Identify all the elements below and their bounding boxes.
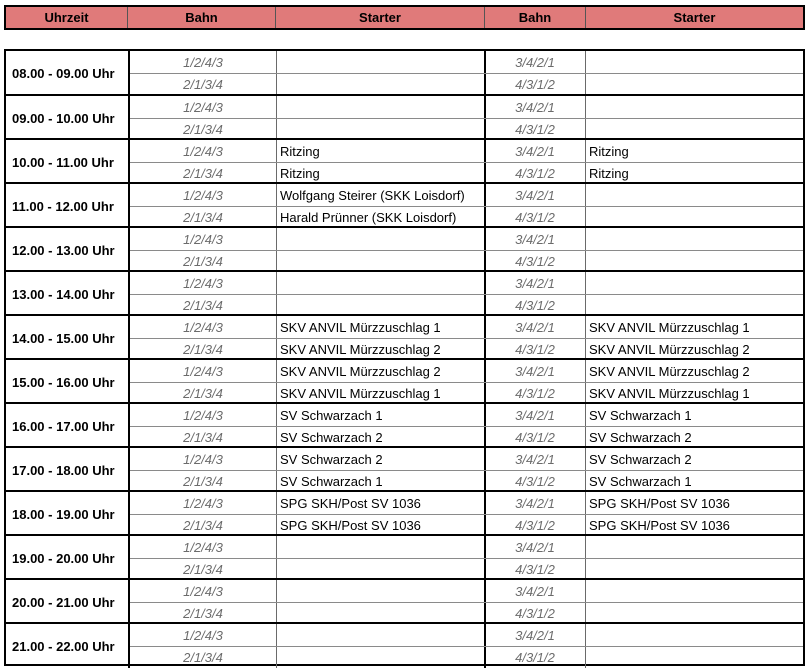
time-slot-label: 09.00 - 10.00 Uhr <box>6 96 130 140</box>
bahn-cell: 3/4/2/1 <box>515 143 555 159</box>
bahn-cell: 4/3/1/2 <box>515 210 555 225</box>
bahn-cell: 4/3/1/2 <box>515 166 555 181</box>
bahn-cell: 2/1/3/4 <box>183 474 223 489</box>
bahn-cell: 4/3/1/2 <box>515 77 555 92</box>
starter-cell <box>276 272 485 294</box>
starter-cell: SPG SKH/Post SV 1036 <box>280 495 421 511</box>
table-row <box>130 624 803 646</box>
bahn-cell: 2/1/3/4 <box>183 386 223 401</box>
bahn-cell: 4/3/1/2 <box>515 122 555 137</box>
bahn-cell: 3/4/2/1 <box>515 231 555 247</box>
table-row <box>130 514 803 536</box>
starter-cell <box>585 184 803 206</box>
starter-cell: SV Schwarzach 2 <box>280 430 383 445</box>
bahn-cell: 2/1/3/4 <box>183 298 223 313</box>
table-row <box>130 580 803 602</box>
bahn-cell: 2/1/3/4 <box>183 122 223 137</box>
table-row <box>130 536 803 558</box>
starter-cell: SV Schwarzach 1 <box>280 474 383 489</box>
table-header <box>4 5 805 30</box>
bahn-cell: 3/4/2/1 <box>515 627 555 643</box>
starter-cell <box>585 559 803 580</box>
starter-cell <box>276 624 485 646</box>
time-slot-label: 21.00 - 22.00 Uhr <box>6 624 130 668</box>
bahn-cell: 3/4/2/1 <box>515 363 555 379</box>
starter-cell <box>585 580 803 602</box>
starter-cell <box>585 295 803 316</box>
bahn-cell: 3/4/2/1 <box>515 99 555 115</box>
header-bahn-1: Bahn <box>185 10 218 25</box>
time-slot <box>6 138 803 184</box>
bahn-cell: 3/4/2/1 <box>515 539 555 555</box>
bahn-cell: 4/3/1/2 <box>515 518 555 533</box>
table-row <box>130 206 803 228</box>
starter-cell: SKV ANVIL Mürzzuschlag 2 <box>280 342 441 357</box>
time-slot-label: 10.00 - 11.00 Uhr <box>6 140 130 184</box>
bahn-cell: 4/3/1/2 <box>515 474 555 489</box>
starter-cell <box>276 647 485 668</box>
bahn-cell: 2/1/3/4 <box>183 650 223 665</box>
starter-cell: SPG SKH/Post SV 1036 <box>280 518 421 533</box>
starter-cell <box>276 295 485 316</box>
starter-cell <box>276 96 485 118</box>
bahn-cell: 4/3/1/2 <box>515 650 555 665</box>
table-row <box>130 162 803 184</box>
bahn-cell: 1/2/4/3 <box>183 407 223 423</box>
starter-cell <box>585 647 803 668</box>
bahn-cell: 2/1/3/4 <box>183 342 223 357</box>
bahn-cell: 1/2/4/3 <box>183 143 223 159</box>
starter-cell <box>276 119 485 140</box>
starter-cell: SPG SKH/Post SV 1036 <box>589 518 730 533</box>
starter-cell <box>585 603 803 624</box>
bahn-cell: 2/1/3/4 <box>183 562 223 577</box>
starter-cell <box>276 74 485 95</box>
starter-cell <box>585 624 803 646</box>
table-row <box>130 250 803 272</box>
starter-cell <box>276 251 485 272</box>
header-uhrzeit: Uhrzeit <box>44 10 89 25</box>
bahn-cell: 1/2/4/3 <box>183 539 223 555</box>
starter-cell: SKV ANVIL Mürzzuschlag 1 <box>280 319 441 335</box>
starter-cell <box>585 228 803 250</box>
bahn-cell: 4/3/1/2 <box>515 298 555 313</box>
time-slot <box>6 534 803 580</box>
bahn-cell: 2/1/3/4 <box>183 430 223 445</box>
bahn-cell: 1/2/4/3 <box>183 583 223 599</box>
table-row <box>130 404 803 426</box>
bahn-cell: 4/3/1/2 <box>515 606 555 621</box>
bahn-cell: 1/2/4/3 <box>183 451 223 467</box>
starter-cell: SKV ANVIL Mürzzuschlag 1 <box>280 386 441 401</box>
bahn-cell: 1/2/4/3 <box>183 627 223 643</box>
time-slot <box>6 182 803 228</box>
bahn-cell: 3/4/2/1 <box>515 451 555 467</box>
table-row <box>130 558 803 580</box>
table-row <box>130 73 803 95</box>
starter-cell <box>585 207 803 228</box>
bahn-cell: 1/2/4/3 <box>183 363 223 379</box>
table-row <box>130 96 803 118</box>
bahn-cell: 4/3/1/2 <box>515 254 555 269</box>
bahn-cell: 1/2/4/3 <box>183 275 223 291</box>
starter-cell: SKV ANVIL Mürzzuschlag 2 <box>589 363 750 379</box>
starter-cell: SKV ANVIL Mürzzuschlag 2 <box>589 342 750 357</box>
bahn-cell: 3/4/2/1 <box>515 187 555 203</box>
starter-cell <box>276 559 485 580</box>
time-slot <box>6 358 803 404</box>
table-row <box>130 426 803 448</box>
starter-cell: Harald Prünner (SKK Loisdorf) <box>280 210 457 225</box>
starter-cell: SV Schwarzach 2 <box>280 451 383 467</box>
starter-cell <box>276 228 485 250</box>
table-row <box>130 360 803 382</box>
time-slot-label: 14.00 - 15.00 Uhr <box>6 316 130 360</box>
table-row <box>130 492 803 514</box>
starter-cell: SPG SKH/Post SV 1036 <box>589 495 730 511</box>
schedule-table <box>4 49 805 666</box>
starter-cell <box>585 119 803 140</box>
bahn-cell: 1/2/4/3 <box>183 495 223 511</box>
table-row <box>130 316 803 338</box>
starter-cell: Ritzing <box>280 143 320 159</box>
time-slot <box>6 490 803 536</box>
starter-cell: SKV ANVIL Mürzzuschlag 1 <box>589 319 750 335</box>
table-row <box>130 294 803 316</box>
bahn-cell: 4/3/1/2 <box>515 430 555 445</box>
bahn-cell: 2/1/3/4 <box>183 518 223 533</box>
starter-cell: Ritzing <box>280 166 320 181</box>
time-slot-label: 19.00 - 20.00 Uhr <box>6 536 130 580</box>
time-slot-label: 15.00 - 16.00 Uhr <box>6 360 130 404</box>
table-row <box>130 140 803 162</box>
time-slot-label: 12.00 - 13.00 Uhr <box>6 228 130 272</box>
starter-cell <box>585 96 803 118</box>
table-row <box>130 470 803 492</box>
bahn-cell: 2/1/3/4 <box>183 606 223 621</box>
time-slot <box>6 622 803 668</box>
table-row <box>130 118 803 140</box>
table-row <box>130 338 803 360</box>
table-row <box>130 51 803 73</box>
table-row <box>130 184 803 206</box>
starter-cell <box>585 272 803 294</box>
starter-cell <box>585 51 803 73</box>
bahn-cell: 2/1/3/4 <box>183 166 223 181</box>
starter-cell <box>585 251 803 272</box>
bahn-cell: 1/2/4/3 <box>183 187 223 203</box>
time-slot-label: 11.00 - 12.00 Uhr <box>6 184 130 228</box>
bahn-cell: 4/3/1/2 <box>515 562 555 577</box>
starter-cell <box>276 580 485 602</box>
table-row <box>130 272 803 294</box>
time-slot <box>6 51 803 95</box>
bahn-cell: 4/3/1/2 <box>515 386 555 401</box>
header-bahn-2: Bahn <box>518 10 552 25</box>
bahn-cell: 2/1/3/4 <box>183 254 223 269</box>
starter-cell <box>585 536 803 558</box>
header-starter-1: Starter <box>359 10 401 25</box>
starter-cell <box>276 603 485 624</box>
time-slot <box>6 578 803 624</box>
table-row <box>130 602 803 624</box>
bahn-cell: 3/4/2/1 <box>515 275 555 291</box>
time-slot <box>6 314 803 360</box>
time-slot-label: 17.00 - 18.00 Uhr <box>6 448 130 492</box>
starter-cell <box>276 51 485 73</box>
starter-cell: SKV ANVIL Mürzzuschlag 1 <box>589 386 750 401</box>
time-slot <box>6 402 803 448</box>
bahn-cell: 3/4/2/1 <box>515 319 555 335</box>
table-row <box>130 448 803 470</box>
bahn-cell: 3/4/2/1 <box>515 54 555 70</box>
starter-cell <box>585 74 803 95</box>
bahn-cell: 1/2/4/3 <box>183 54 223 70</box>
bahn-cell: 1/2/4/3 <box>183 319 223 335</box>
starter-cell: SV Schwarzach 1 <box>280 407 383 423</box>
table-row <box>130 646 803 668</box>
bahn-cell: 1/2/4/3 <box>183 231 223 247</box>
time-slot <box>6 446 803 492</box>
time-slot <box>6 226 803 272</box>
time-slot-label: 08.00 - 09.00 Uhr <box>6 51 130 95</box>
bahn-cell: 3/4/2/1 <box>515 407 555 423</box>
table-row <box>130 228 803 250</box>
starter-cell: Ritzing <box>589 166 629 181</box>
starter-cell <box>276 536 485 558</box>
time-slot <box>6 94 803 140</box>
starter-cell: SV Schwarzach 1 <box>589 474 692 489</box>
starter-cell: SV Schwarzach 2 <box>589 451 692 467</box>
time-slot-label: 18.00 - 19.00 Uhr <box>6 492 130 536</box>
time-slot-label: 20.00 - 21.00 Uhr <box>6 580 130 624</box>
starter-cell: Ritzing <box>589 143 629 159</box>
starter-cell: SV Schwarzach 1 <box>589 407 692 423</box>
bahn-cell: 3/4/2/1 <box>515 495 555 511</box>
time-slot <box>6 270 803 316</box>
bahn-cell: 1/2/4/3 <box>183 99 223 115</box>
bahn-cell: 2/1/3/4 <box>183 210 223 225</box>
starter-cell: Wolfgang Steirer (SKK Loisdorf) <box>280 187 465 203</box>
starter-cell: SV Schwarzach 2 <box>589 430 692 445</box>
time-slot-label: 13.00 - 14.00 Uhr <box>6 272 130 316</box>
header-starter-2: Starter <box>673 10 716 25</box>
table-row <box>130 382 803 404</box>
time-slot-label: 16.00 - 17.00 Uhr <box>6 404 130 448</box>
bahn-cell: 4/3/1/2 <box>515 342 555 357</box>
bahn-cell: 3/4/2/1 <box>515 583 555 599</box>
starter-cell: SKV ANVIL Mürzzuschlag 2 <box>280 363 441 379</box>
bahn-cell: 2/1/3/4 <box>183 77 223 92</box>
